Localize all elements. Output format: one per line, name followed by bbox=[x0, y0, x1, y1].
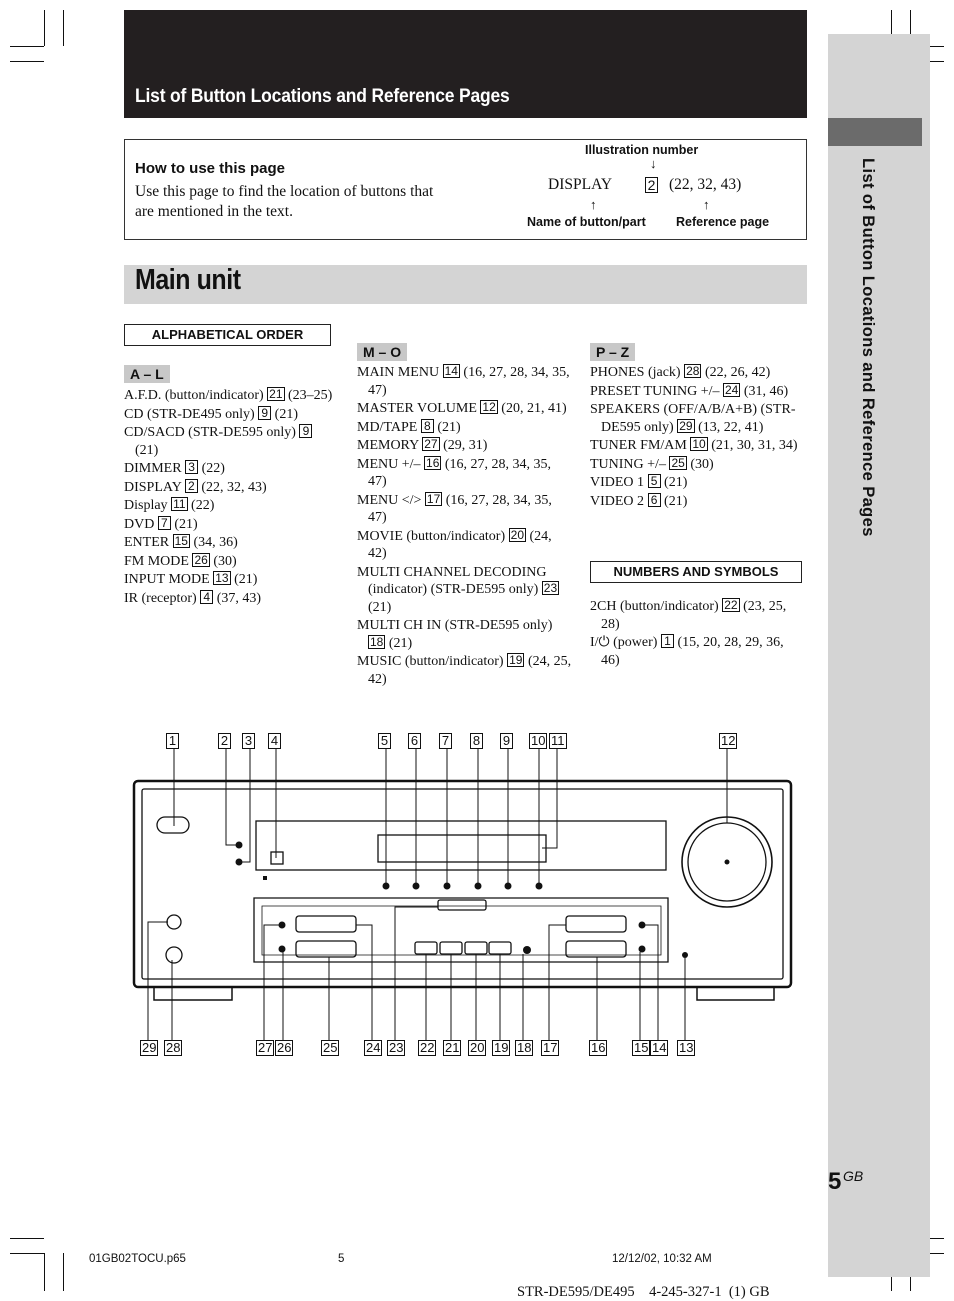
callout-number: 28 bbox=[166, 1040, 181, 1055]
phones-jack bbox=[166, 947, 182, 963]
page-number: 5 bbox=[828, 1168, 842, 1195]
power-button bbox=[157, 817, 189, 833]
entry-pages: (24, 25, 42) bbox=[368, 654, 572, 687]
illustration-number-badge: 15 bbox=[174, 534, 188, 548]
entry-pages: (22, 26, 42) bbox=[704, 365, 771, 380]
entry-pages: (20, 21, 41) bbox=[501, 401, 567, 416]
entry-pages: (24, 42) bbox=[368, 528, 552, 561]
entry-name: IR (receptor) bbox=[124, 590, 197, 606]
entry-pages: (29, 31) bbox=[443, 438, 488, 453]
entry-pages: (21) bbox=[437, 419, 461, 435]
illustration-number-badge: 9 bbox=[258, 406, 271, 420]
speakers-button bbox=[167, 915, 181, 929]
entry-name: Display bbox=[124, 498, 168, 513]
illustration-number-badge: 13 bbox=[215, 571, 229, 585]
entry-name: VIDEO 2 bbox=[590, 493, 645, 509]
callout-number: 13 bbox=[679, 1040, 694, 1055]
entry-name: ENTER bbox=[124, 535, 170, 550]
illustration-number-badge: 19 bbox=[509, 653, 523, 667]
entry-name: CD/SACD (STR-DE595 only) bbox=[124, 425, 296, 440]
entry-pages: (21) bbox=[174, 516, 198, 532]
up-arrow-icon: ↑ bbox=[590, 197, 597, 212]
illustration-number-badge: 3 bbox=[185, 460, 198, 474]
entry-name: MD/TAPE bbox=[357, 419, 418, 435]
illustration-number-badge: 14 bbox=[444, 364, 458, 378]
entry-name: TUNER FM/AM bbox=[590, 438, 687, 453]
illustration-number-badge: 23 bbox=[543, 581, 558, 595]
entry-pages: (16, 27, 28, 34, 35, 47) bbox=[368, 492, 552, 525]
illustration-number-badge: 18 bbox=[370, 634, 384, 649]
callout-number: 11 bbox=[551, 733, 565, 748]
illustration-number-badge: 8 bbox=[421, 419, 434, 433]
up-arrow-icon: ↑ bbox=[703, 197, 710, 212]
callout-number: 22 bbox=[420, 1040, 435, 1055]
numbers-symbols-heading: NUMBERS AND SYMBOLS bbox=[590, 561, 802, 583]
tuning-rocker bbox=[296, 916, 356, 932]
callout-number: 8 bbox=[470, 733, 483, 749]
illustration-number-badge: 2 bbox=[185, 479, 198, 493]
entry-name: PHONES (jack) bbox=[590, 365, 681, 380]
display-window bbox=[256, 821, 666, 870]
illustration-number-badge: 11 bbox=[173, 497, 186, 511]
callout-number: 3 bbox=[242, 733, 255, 749]
page-title: List of Button Locations and Reference Pages bbox=[135, 86, 510, 107]
callout-number: 10 bbox=[531, 733, 546, 748]
illustration-number-badge: 28 bbox=[686, 364, 700, 378]
howto-text: Use this page to find the location of buttons that are mentioned in the text. bbox=[135, 183, 434, 220]
entry-pages: (22) bbox=[201, 461, 225, 476]
entry-pages: (21) bbox=[664, 493, 688, 509]
illustration-number-badge: 25 bbox=[671, 455, 685, 470]
illustration-number-badge: 17 bbox=[426, 491, 441, 506]
group-heading-a-l: A – L bbox=[124, 365, 170, 383]
howto-title: How to use this page bbox=[135, 160, 286, 177]
entry-name: CD (STR-DE495 only) bbox=[124, 406, 255, 422]
callout-number: 5 bbox=[378, 733, 391, 749]
entry-pages: (22) bbox=[191, 498, 215, 513]
down-arrow-icon: ↓ bbox=[650, 156, 657, 171]
callout-number: 4 bbox=[268, 733, 281, 749]
entry-name: DVD bbox=[124, 516, 155, 532]
entry-pages: (21, 30, 31, 34) bbox=[711, 438, 798, 453]
lower-panel bbox=[254, 898, 668, 962]
illustration-number-badge: 26 bbox=[194, 552, 208, 567]
illustration-number-badge: 4 bbox=[200, 590, 213, 604]
entry-pages: (21) bbox=[274, 406, 298, 422]
entry-pages: (21) bbox=[234, 572, 258, 587]
callout-number: 2 bbox=[218, 733, 231, 749]
entry-pages: (21) bbox=[368, 599, 392, 615]
entry-name: MEMORY bbox=[357, 438, 419, 453]
group-heading-p-z: P – Z bbox=[590, 343, 635, 361]
illustration-number-badge: 27 bbox=[424, 437, 438, 451]
section-title: Main unit bbox=[135, 264, 241, 296]
callout-number: 24 bbox=[366, 1040, 381, 1055]
callout-number: 7 bbox=[439, 733, 452, 749]
entry-pages: (22, 32, 43) bbox=[201, 479, 267, 495]
callout-number: 15 bbox=[634, 1040, 649, 1055]
illustration-number-badge: 5 bbox=[648, 474, 661, 488]
entry-name: A.F.D. (button/indicator) bbox=[124, 388, 264, 403]
footer-datetime: 12/12/02, 10:32 AM bbox=[612, 1253, 712, 1265]
illustration-number-badge: 20 bbox=[510, 527, 524, 542]
entry-name: SPEAKERS (OFF/A/B/A+B) (STR-DE595 only) bbox=[590, 402, 796, 435]
entry-name: I/⏻ (power) bbox=[590, 635, 658, 650]
callout-number: 12 bbox=[721, 733, 736, 748]
callout-number: 23 bbox=[389, 1040, 404, 1055]
entry-name: PRESET TUNING +/– bbox=[590, 383, 720, 399]
illustration-number-badge: 9 bbox=[299, 424, 312, 438]
entry-pages: (15, 20, 28, 29, 36, 46) bbox=[601, 635, 784, 668]
entry-name: MENU +/– bbox=[357, 456, 421, 472]
group-heading-m-o: M – O bbox=[357, 343, 407, 361]
callout-number: 18 bbox=[517, 1040, 532, 1055]
callout-number: 9 bbox=[500, 733, 513, 749]
entry-name: MOVIE (button/indicator) bbox=[357, 528, 506, 544]
entry-pages: (23–25) bbox=[288, 388, 333, 403]
callout-number: 1 bbox=[166, 733, 179, 749]
entry-pages: (34, 36) bbox=[193, 535, 238, 550]
name-of-button-label: Name of button/part bbox=[527, 215, 646, 229]
illustration-number-badge: 6 bbox=[648, 493, 661, 507]
entry-name: TUNING +/– bbox=[590, 456, 666, 472]
page-number-suffix: GB bbox=[843, 1168, 864, 1184]
entry-pages: (16, 27, 28, 34, 35, 47) bbox=[368, 456, 552, 489]
entry-pages: (30) bbox=[213, 553, 237, 569]
reference-page-label: Reference page bbox=[676, 215, 770, 229]
callout-number: 21 bbox=[445, 1040, 460, 1055]
entry-pages: (37, 43) bbox=[216, 590, 262, 606]
entry-pages: (21) bbox=[388, 635, 413, 651]
alphabetical-order-heading: ALPHABETICAL ORDER bbox=[124, 324, 331, 346]
illustration-number-badge: 12 bbox=[482, 400, 496, 414]
example-name: DISPLAY bbox=[548, 176, 613, 193]
entry-name: DIMMER bbox=[124, 461, 182, 476]
callout-number: 25 bbox=[323, 1040, 338, 1055]
example-number: 2 bbox=[645, 177, 658, 193]
entry-name: 2CH (button/indicator) bbox=[590, 599, 719, 614]
entry-pages: (13, 22, 41) bbox=[698, 419, 764, 435]
illustration-number-label: Illustration number bbox=[585, 143, 699, 157]
entry-pages: (23, 25, 28) bbox=[601, 599, 787, 632]
entry-name: INPUT MODE bbox=[124, 572, 210, 587]
illustration-number-badge: 16 bbox=[426, 455, 440, 470]
receiver-body bbox=[134, 781, 791, 987]
callout-number: 27 bbox=[258, 1040, 273, 1055]
entry-pages: (21) bbox=[664, 475, 688, 490]
illustration-number-badge: 24 bbox=[725, 382, 739, 397]
entry-pages: (31, 46) bbox=[743, 383, 789, 399]
entry-name: MUSIC (button/indicator) bbox=[357, 654, 504, 669]
entry-pages: (30) bbox=[690, 456, 714, 472]
illustration-number-badge: 21 bbox=[269, 387, 283, 401]
illustration-number-badge: 29 bbox=[679, 418, 693, 433]
entry-name: MENU </> bbox=[357, 492, 422, 508]
entry-name: MULTI CH IN (STR-DE595 only) bbox=[357, 618, 553, 633]
entry-pages: (21) bbox=[135, 442, 159, 458]
menu-rocker bbox=[566, 916, 626, 932]
ir-receptor bbox=[271, 852, 283, 864]
illustration-number-badge: 22 bbox=[724, 598, 738, 612]
multi-channel-indicator bbox=[438, 900, 486, 910]
callout-number: 20 bbox=[470, 1040, 485, 1055]
entry-name: DISPLAY bbox=[124, 479, 182, 495]
side-tab-label: List of Button Locations and Reference Pages bbox=[859, 158, 877, 537]
callout-number: 14 bbox=[652, 1040, 667, 1055]
callout-number: 19 bbox=[494, 1040, 509, 1055]
footer-file: 01GB02TOCU.p65 bbox=[89, 1253, 186, 1265]
entry-name: MAIN MENU bbox=[357, 365, 440, 380]
entry-pages: (16, 27, 28, 34, 35, 47) bbox=[368, 365, 570, 398]
illustration-number-badge: 7 bbox=[158, 516, 171, 530]
callout-number: 29 bbox=[142, 1040, 157, 1055]
callout-number: 17 bbox=[543, 1040, 558, 1055]
footer-page: 5 bbox=[338, 1253, 345, 1265]
entry-name: VIDEO 1 bbox=[590, 475, 645, 490]
example-pages: (22, 32, 43) bbox=[669, 176, 742, 193]
callout-number: 16 bbox=[591, 1040, 606, 1055]
illustration-number-badge: 1 bbox=[661, 634, 674, 648]
entry-name: MULTI CHANNEL DECODING (indicator) (STR-DE595 only) bbox=[357, 564, 547, 597]
callout-number: 26 bbox=[277, 1040, 292, 1055]
callout-number: 6 bbox=[408, 733, 421, 749]
illustration-number-badge: 10 bbox=[692, 437, 706, 451]
entry-name: MASTER VOLUME bbox=[357, 401, 477, 416]
footer-model: STR-DE595/DE495 4-245-327-1 (1) GB bbox=[517, 1284, 770, 1300]
entry-name: FM MODE bbox=[124, 553, 189, 569]
